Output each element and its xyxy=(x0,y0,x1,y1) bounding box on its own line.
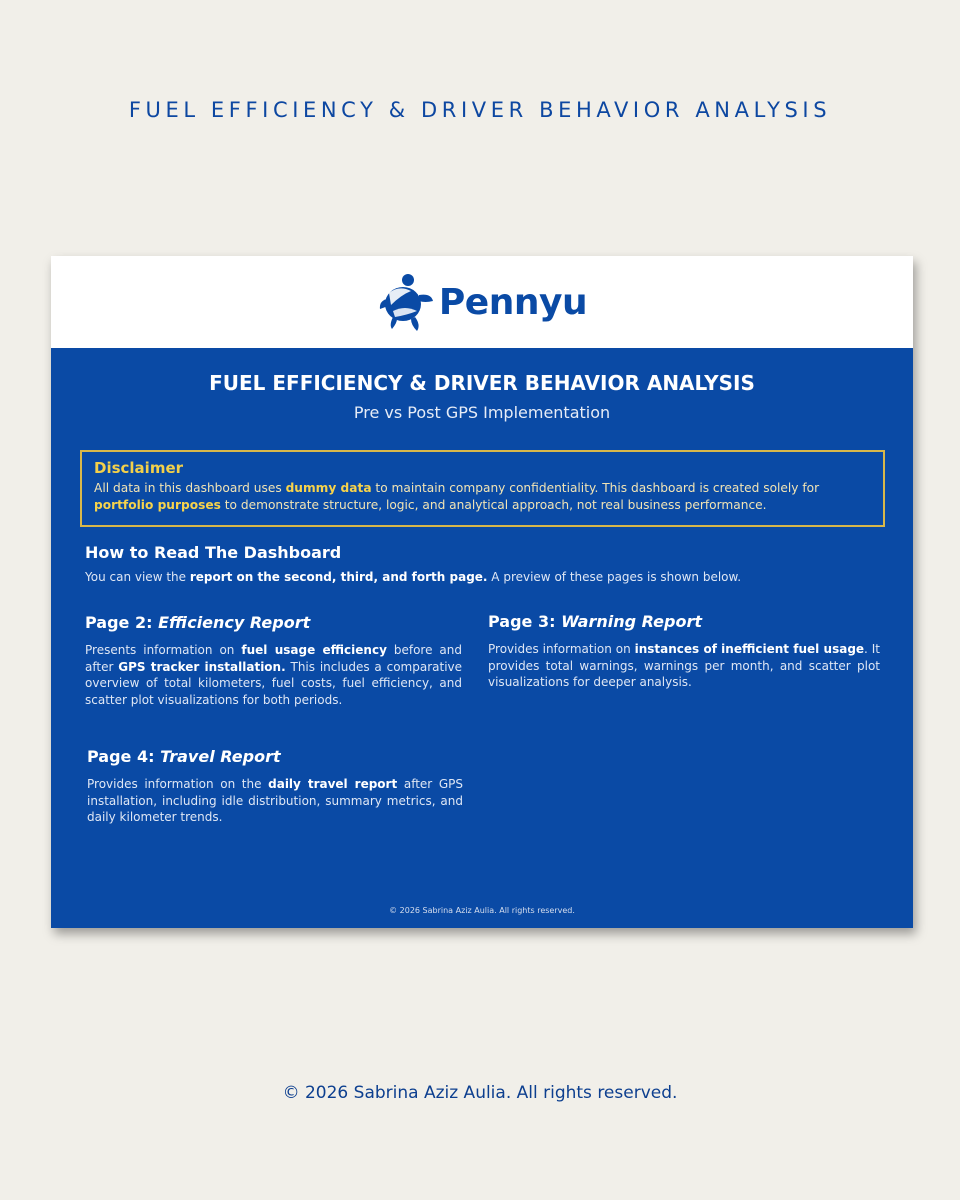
section-title-page-3: Page 3: Warning Report xyxy=(488,612,702,631)
brand-logo xyxy=(377,271,587,333)
card-footer-copyright: © 2026 Sabrina Aziz Aulia. All rights reserved. xyxy=(389,906,575,915)
dashboard-title: FUEL EFFICIENCY & DRIVER BEHAVIOR ANALYSIS xyxy=(209,371,755,395)
turtle-logo-icon xyxy=(377,271,435,333)
card-header xyxy=(51,256,913,348)
section-text-page-4: Provides information on the daily travel report after GPS installation, including idle distribution, summary metrics, and daily kilometer trends. xyxy=(87,777,464,824)
section-efficiency-report xyxy=(85,613,462,708)
brand-name: Pennyu xyxy=(438,281,588,323)
disclaimer-box xyxy=(80,450,885,527)
section-text-page-2: Presents information on fuel usage efficiency before and after GPS tracker installation. This includes a comparative overview of total kilometers, fuel costs, fuel efficiency, and scatter plot visualizations for both periods. xyxy=(85,643,463,707)
dashboard-subtitle: Pre vs Post GPS Implementation xyxy=(353,403,611,422)
dashboard-preview-card xyxy=(51,256,913,928)
section-text-page-3: Provides information on instances of inefficient fuel usage. It provides total warnings, warnings per month, and scatter plot visualizations for deeper analysis. xyxy=(488,642,880,689)
disclaimer-title: Disclaimer xyxy=(94,459,184,477)
section-title-page-4: Page 4: Travel Report xyxy=(87,747,281,766)
how-to-read-text: You can view the report on the second, third, and forth page. A preview of these pages is shown below. xyxy=(85,570,742,584)
disclaimer-text: All data in this dashboard uses dummy data to maintain company confidentiality. This dashboard is created solely for portfolio purposes to demonstrate structure, logic, and analytical approach, not real business performance. xyxy=(94,481,820,512)
section-title-page-2: Page 2: Efficiency Report xyxy=(85,613,311,632)
page-heading: FUEL EFFICIENCY & DRIVER BEHAVIOR ANALYSIS xyxy=(128,98,832,122)
how-to-read-title: How to Read The Dashboard xyxy=(85,543,342,562)
section-travel-report xyxy=(87,747,463,826)
page-copyright: © 2026 Sabrina Aziz Aulia. All rights reserved. xyxy=(282,1083,678,1103)
highlight-dummy-data: dummy data xyxy=(285,481,372,495)
highlight-portfolio-purposes: portfolio purposes xyxy=(94,498,221,512)
section-warning-report xyxy=(488,612,880,691)
